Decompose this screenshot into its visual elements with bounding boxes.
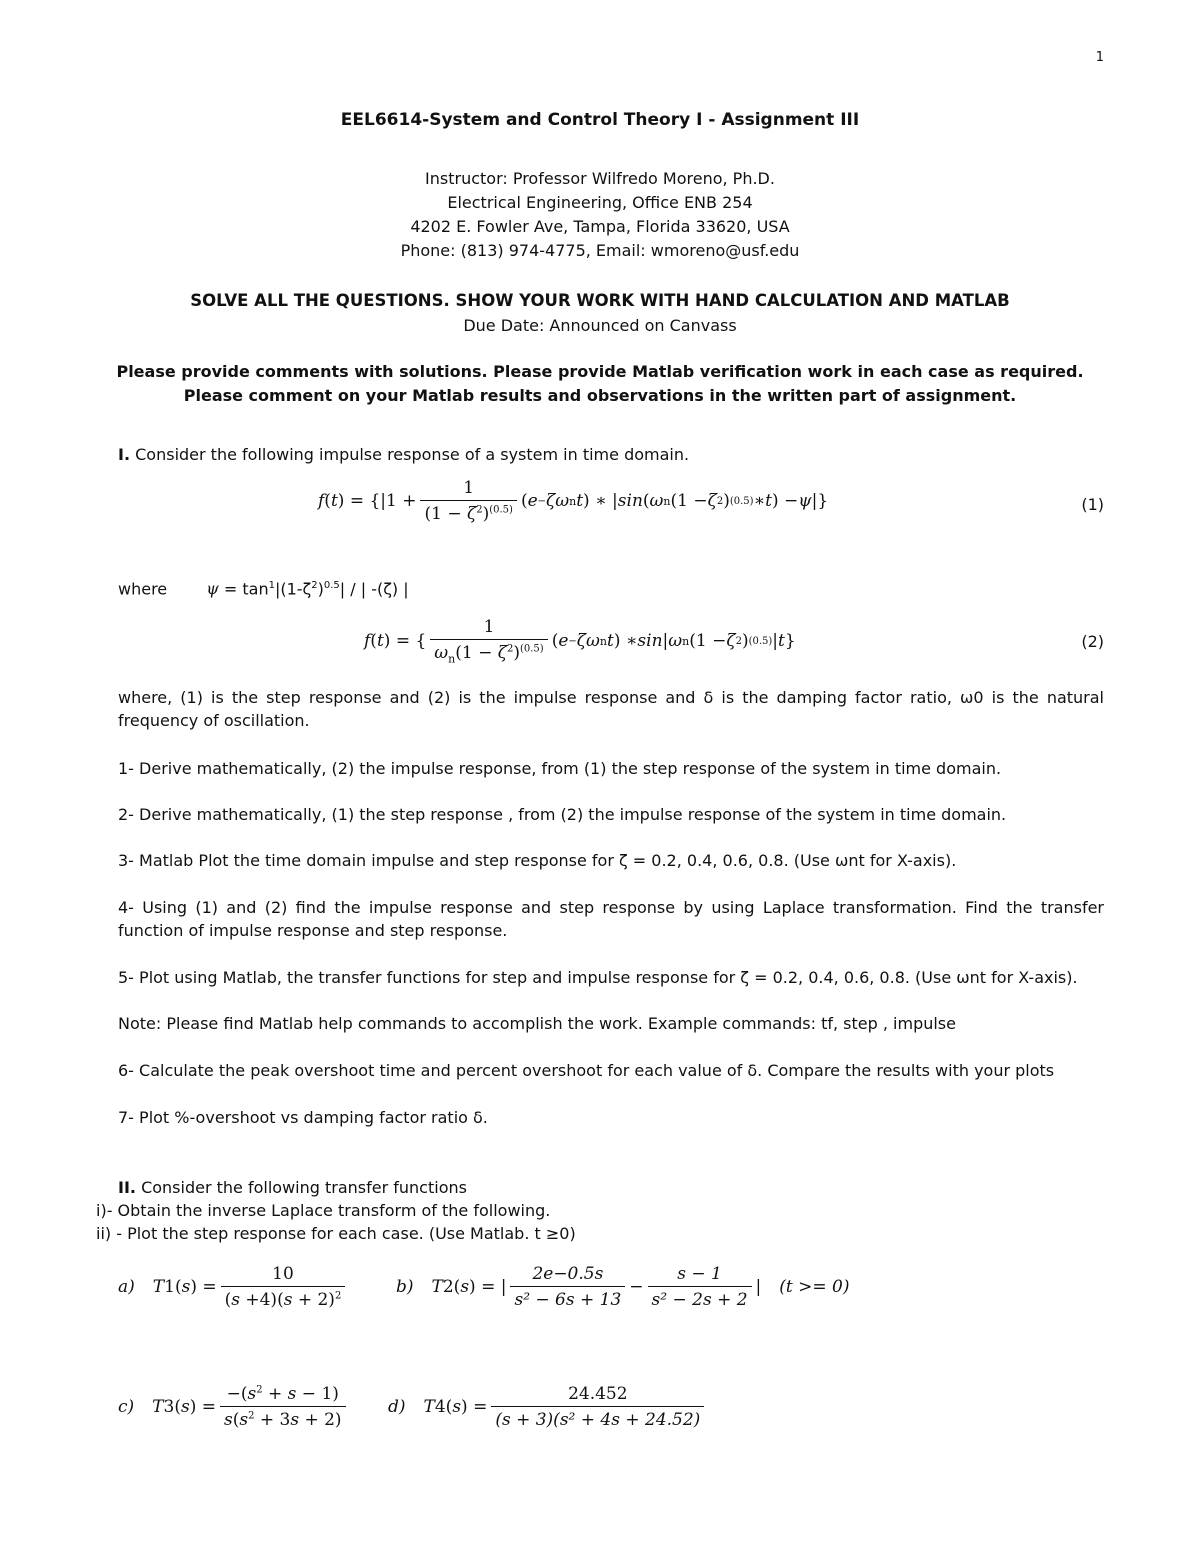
section-1-intro-text: Consider the following impulse response of a system in time domain. [135,445,690,464]
section-1-intro [118,443,1104,466]
question-1: 1- Derive mathematically, (2) the impulse response, from (1) the step response of the system in time domain. [118,759,1002,778]
matlab-note: Note: Please find Matlab help commands to accomplish the work. Example commands: tf, step , impulse [118,1014,956,1033]
t4-denominator: (s + 3)(s² + 4s + 24.52) [491,1406,704,1430]
contact-info: Phone: (813) 974-4775, Email: wmoreno@usf.edu [400,241,800,260]
equation-1-label: (1) [1081,495,1104,514]
transfer-function-t1: a) T 1( s ) = $\frac{10}{(s +4)(s + 2)^2}$ [118,1264,349,1310]
item-b-label: b) [396,1277,414,1297]
equation-2-label: (2) [1081,632,1104,651]
section-2-part-i: i)- Obtain the inverse Laplace transform of the following. [96,1201,551,1220]
question-4: 4- Using (1) and (2) find the impulse response and step response by using Laplace transformation. Find the transfer function of impulse response and step response. [118,898,1104,940]
equation-2: f ( t ) = { $\frac{1}{\omega_n(1 - \zeta^2)^{(0.5)}}$ ( e − ζω n t ) ∗ sin | ω n (1 − ζ 2 ) (0.5) | t } [364,617,796,666]
t2-denominator-1: s² − 6s + 13 [510,1286,625,1310]
equation-1: f ( t ) = {|1 + $\frac{1}{(1 - \zeta^2)^{(0.5)}}$ ( e − ζω n t ) ∗ | sin ( ω n (1 − ζ 2 ) (0.5) ∗ t ) − ψ |} [318,478,829,524]
section-2-number: II. [118,1178,136,1197]
question-6: 6- Calculate the peak overshoot time and percent overshoot for each value of δ. Compare the results with your plots [118,1061,1055,1080]
comments-instruction: Please provide comments with solutions. Please provide Matlab verification work in each case as required. Please comment on your Matlab results and observations in the written part of assignment. [116,362,1084,405]
question-7: 7- Plot %-overshoot vs damping factor ratio δ. [118,1108,488,1127]
t2-numerator-2: s − 1 [677,1264,722,1284]
psi-definition: where $\psi = \tan^1|(1-\zeta^2)^{0.5}|$ / | -(ζ) | [118,579,409,599]
where-label: where [118,579,168,599]
t1-numerator: 10 [272,1264,294,1284]
section-2-intro [118,1176,1104,1199]
item-a-label: a) [118,1277,135,1297]
instructor-block [96,167,1104,263]
section-2-intro-text: Consider the following transfer functions [141,1178,467,1197]
transfer-function-t2: b) T 2( s ) = | $\frac{2e-0.5s}{\text{s² − 6s + 13}}$ − $\frac{s - 1}{\text{s² − 2s + 2}}$ | (t >= 0) [396,1264,850,1310]
section-2-part-ii: ii) - Plot the step response for each case. (Use Matlab. t ≥0) [96,1224,576,1243]
item-d-label: d) [388,1397,406,1417]
question-5: 5- Plot using Matlab, the transfer functions for step and impulse response for ζ = 0.2, 0.4, 0.6, 0.8. (Use ωnt for X-axis). [118,968,1078,987]
item-c-label: c) [118,1397,135,1417]
transfer-function-t4: d) T 4( s ) = $\frac{24.452}{\text{(s + 3)(s² + 4s + 24.52)}}$ [388,1384,708,1430]
due-date: Due Date: Announced on Canvass [463,316,737,335]
solve-instruction: SOLVE ALL THE QUESTIONS. SHOW YOUR WORK WITH HAND CALCULATION AND MATLAB [190,291,1010,310]
t2-numerator-1: 2e−0.5s [532,1264,604,1284]
instructor-name: Instructor: Professor Wilfredo Moreno, Ph.D. [425,169,775,188]
equation-explanation: where, (1) is the step response and (2) is the impulse response and δ is the damping factor ratio, ω0 is the natural frequency of oscillation. [118,688,1104,730]
page-number: 1 [1095,50,1104,65]
section-1-number: I. [118,445,131,464]
question-3: 3- Matlab Plot the time domain impulse and step response for ζ = 0.2, 0.4, 0.6, 0.8. (Use ωnt for X-axis). [118,851,957,870]
department: Electrical Engineering, Office ENB 254 [447,193,753,212]
question-2: 2- Derive mathematically, (1) the step response , from (2) the impulse response of the system in time domain. [118,805,1007,824]
transfer-function-t3: c) T 3( s ) = $\frac{-(s^2 + s - 1)}{s(s^2 + 3s + 2)}$ [118,1384,350,1430]
t2-denominator-2: s² − 2s + 2 [648,1286,752,1310]
t4-numerator: 24.452 [568,1384,628,1404]
assignment-title: EEL6614-System and Control Theory I - Assignment III [340,110,860,130]
t2-condition: (t >= 0) [779,1277,850,1297]
address: 4202 E. Fowler Ave, Tampa, Florida 33620, USA [410,217,790,236]
